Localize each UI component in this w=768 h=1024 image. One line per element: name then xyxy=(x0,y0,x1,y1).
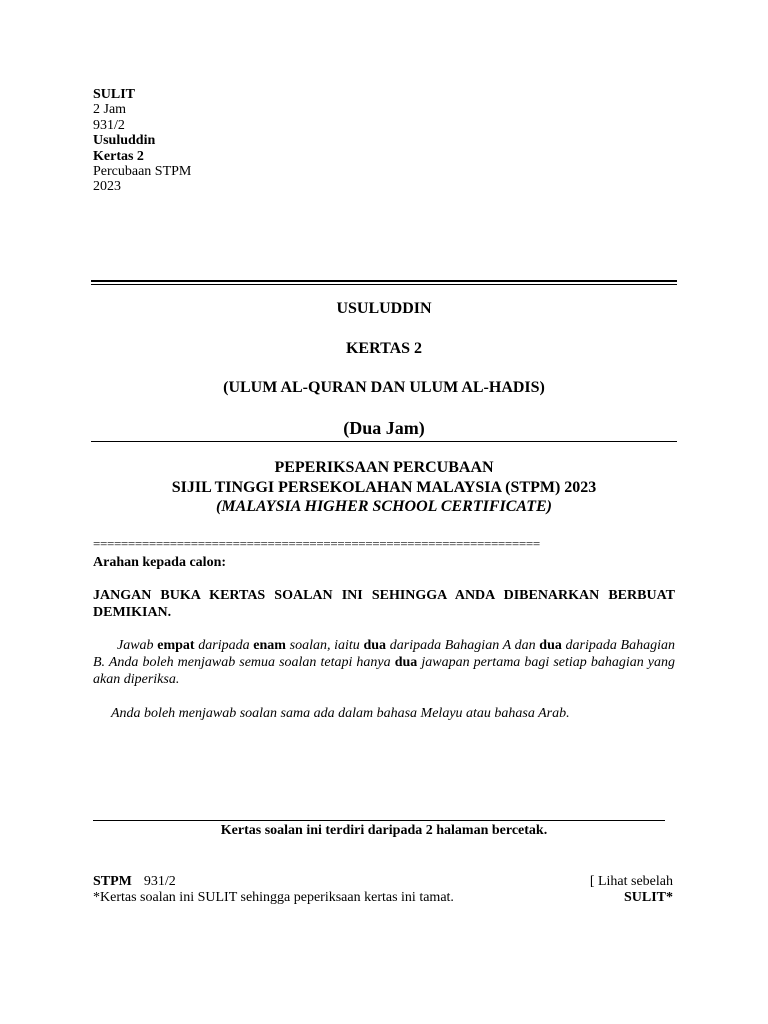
p1-text: jawapan pertama bagi setiap bahagian yang akan diperiksa. xyxy=(93,655,675,687)
exam-line-1: PEPERIKSAAN PERCUBAAN xyxy=(274,459,494,476)
instructions-heading: Arahan kepada calon: xyxy=(93,555,227,570)
footer-stpm: STPM xyxy=(93,874,132,889)
bottom-rule xyxy=(93,820,665,821)
top-rule-thin xyxy=(91,284,677,285)
exam-line-2: SIJIL TINGGI PERSEKOLAHAN MALAYSIA (STPM) 2023 xyxy=(171,479,597,496)
paper-label: Kertas 2 xyxy=(93,148,144,164)
title-duration: (Dua Jam) xyxy=(343,418,425,438)
title-rule xyxy=(91,441,677,442)
footer-sulit-note: *Kertas soalan ini SULIT sehingga peperiksaan kertas ini tamat. xyxy=(93,890,454,905)
footer-code xyxy=(93,874,176,890)
header-block xyxy=(93,87,191,195)
exam-line-3: (MALAYSIA HIGHER SCHOOL CERTIFICATE) xyxy=(216,498,552,515)
title-subject: USULUDDIN xyxy=(336,300,432,317)
duration-label: 2 Jam xyxy=(93,102,127,118)
title-topic: (ULUM AL-QURAN DAN ULUM AL-HADIS) xyxy=(223,379,545,396)
p1-text: daripada Bahagian B. Anda boleh menjawab semua soalan tetapi hanya xyxy=(93,638,675,670)
instructions-warning: JANGAN BUKA KERTAS SOALAN INI SEHINGGA ANDA DIBENARKAN BERBUAT DEMIKIAN. xyxy=(93,588,675,620)
see-over-label: [ Lihat sebelah xyxy=(589,874,673,889)
p1-emphasis-enam: enam xyxy=(253,638,286,653)
p1-emphasis-dua: dua xyxy=(363,638,387,653)
p1-text: soalan, iaitu xyxy=(285,638,364,653)
year-label: 2023 xyxy=(93,179,121,195)
sulit-label: SULIT xyxy=(93,87,136,102)
p1-emphasis-dua: dua xyxy=(539,638,562,653)
p1-emphasis-empat: empat xyxy=(157,638,195,653)
footer-sulit: SULIT* xyxy=(623,890,673,905)
p1-emphasis-dua: dua xyxy=(394,655,418,670)
subject-label: Usuluddin xyxy=(93,133,156,149)
paper-code: 931/2 xyxy=(93,117,125,133)
instructions-paragraph-2: Anda boleh menjawab soalan sama ada dalam bahasa Melayu atau bahasa Arab. xyxy=(111,706,570,721)
p1-text: daripada xyxy=(194,638,254,653)
footer-paper-code: 931/2 xyxy=(143,874,176,889)
p1-text: daripada Bahagian A dan xyxy=(386,638,540,653)
title-paper: KERTAS 2 xyxy=(345,340,423,357)
page-count-note: Kertas soalan ini terdiri daripada 2 halaman bercetak. xyxy=(220,823,548,838)
separator-line: ================================================================ xyxy=(93,536,540,551)
instructions-paragraph-1 xyxy=(93,637,675,688)
top-rule xyxy=(91,280,677,282)
p1-text: Jawab xyxy=(117,638,158,653)
exam-label: Percubaan STPM xyxy=(93,164,192,180)
